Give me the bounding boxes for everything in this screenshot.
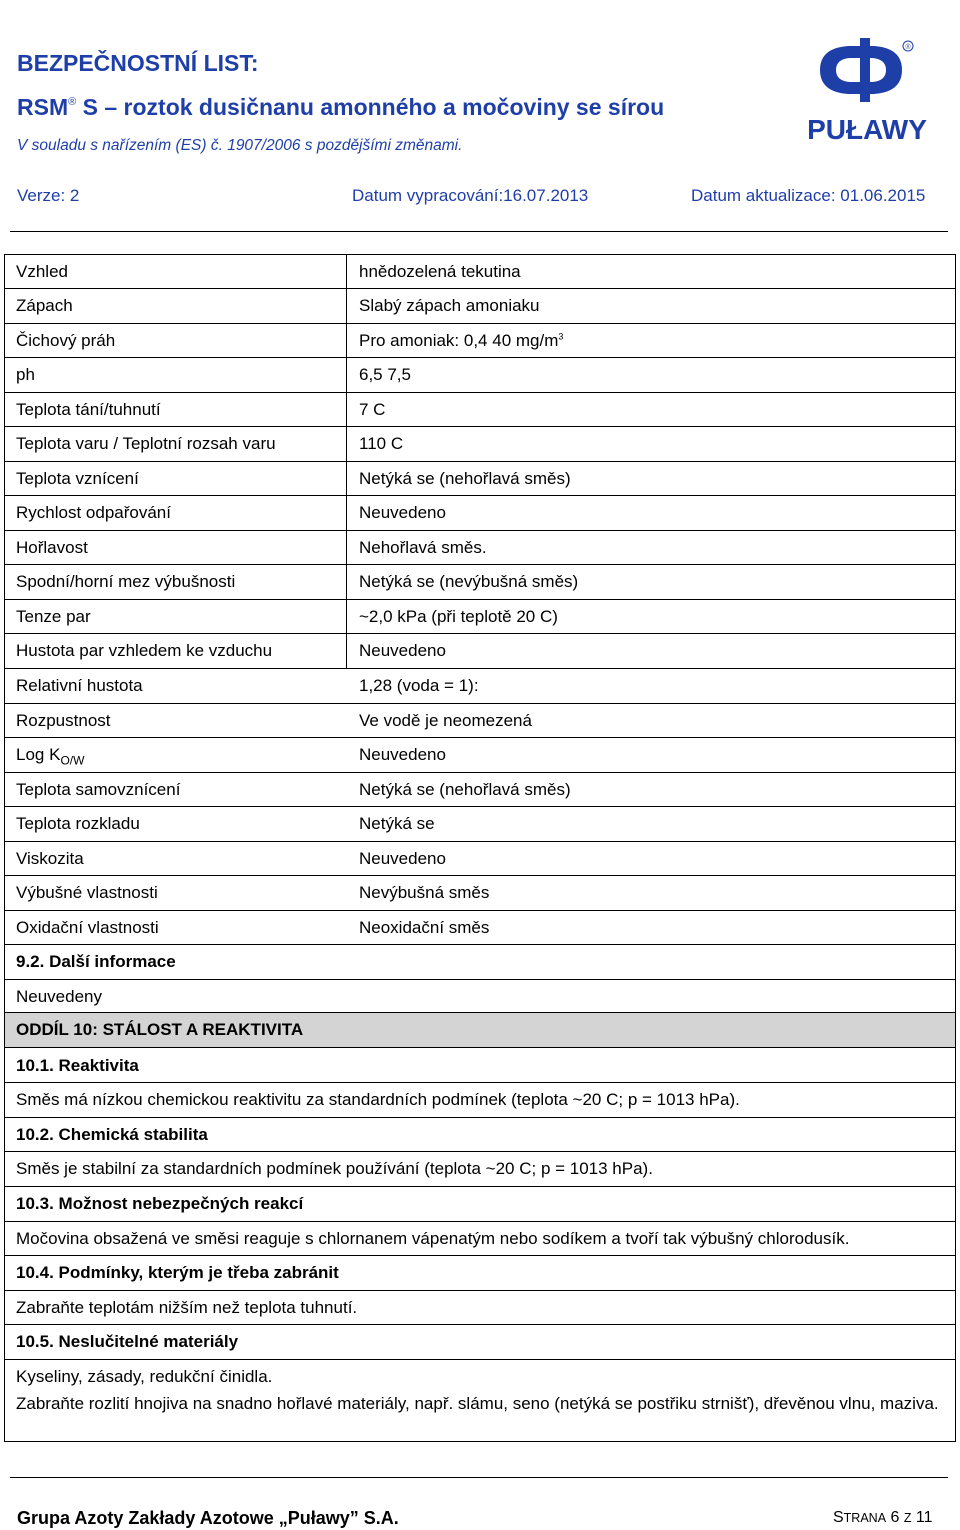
property-label: Teplota vznícení — [16, 469, 139, 488]
subsection-text-row — [5, 1152, 955, 1187]
column-divider — [346, 324, 347, 357]
column-divider — [346, 565, 347, 599]
property-value: Slabý zápach amoniaku — [359, 296, 540, 315]
subsection-heading-row — [5, 1118, 955, 1152]
property-label: Viskozita — [16, 849, 84, 868]
subsection-heading: 10.4. Podmínky, kterým je třeba zabránit — [16, 1263, 339, 1282]
column-divider — [346, 289, 347, 323]
column-divider — [346, 358, 347, 392]
subsection-text: Směs má nízkou chemickou reaktivitu za standardních podmínek (teplota ~20 C; p = 1013 hPa). — [16, 1090, 740, 1109]
property-row — [5, 704, 955, 738]
header-divider — [10, 231, 948, 232]
section-10-heading: ODDÍL 10: STÁLOST A REAKTIVITA — [16, 1020, 304, 1039]
page-number: 6 — [886, 1509, 904, 1526]
property-value: hnědozelená tekutina — [359, 262, 521, 281]
content-box — [4, 254, 956, 1442]
section-text: Neuvedeny — [16, 987, 103, 1006]
registered-mark: ® — [68, 96, 77, 108]
property-label: Vzhled — [16, 262, 68, 281]
property-label: Teplota tání/tuhnutí — [16, 400, 161, 419]
property-value: Neoxidační směs — [359, 918, 490, 937]
property-label: ph — [16, 365, 35, 384]
property-row — [5, 496, 955, 531]
property-value: Netýká se (nevýbušná směs) — [359, 572, 579, 591]
date-created: Datum vypracování:16.07.2013 — [352, 186, 589, 205]
regulation-note: V souladu s nařízením (ES) č. 1907/2006 s pozdějšími změnami. — [17, 137, 463, 154]
column-divider — [346, 531, 347, 564]
property-label: Rozpustnost — [16, 711, 111, 730]
property-label: Čichový práh — [16, 331, 116, 350]
company-name: Grupa Azoty Zakłady Azotowe „Puławy” S.A. — [17, 1508, 399, 1528]
property-label: Teplota rozkladu — [16, 814, 140, 833]
subsection-text: Močovina obsažená ve směsi reaguje s chlornanem vápenatým nebo sodíkem a tvoří tak výbušný chlorodusík. — [16, 1229, 850, 1248]
footer-divider — [10, 1477, 948, 1478]
property-value: Netýká se — [359, 814, 435, 833]
property-row — [5, 600, 955, 634]
property-row — [5, 876, 955, 911]
section-9-2-text-row — [5, 980, 955, 1013]
property-value: Netýká se (nehořlavá směs) — [359, 469, 571, 488]
subsection-text: Zabraňte teplotám nižším než teplota tuhnutí. — [16, 1298, 358, 1317]
subsection-heading: 10.2. Chemická stabilita — [16, 1125, 208, 1144]
column-divider — [346, 634, 347, 668]
property-label: Hustota par vzhledem ke vzduchu — [16, 641, 273, 660]
section-9-2-heading-row — [5, 945, 955, 980]
property-row — [5, 289, 955, 324]
date-updated: Datum aktualizace: 01.06.2015 — [691, 186, 926, 205]
column-divider — [346, 255, 347, 288]
property-value: 6,5 7,5 — [359, 365, 411, 384]
subsection-heading: 10.5. Neslučitelné materiály — [16, 1332, 239, 1351]
property-row — [5, 565, 955, 600]
property-row — [5, 462, 955, 496]
property-value: 7 C — [359, 400, 386, 419]
subsection-text: Kyseliny, zásady, redukční činidla. — [16, 1367, 273, 1386]
product-name-b: S – roztok dusičnanu amonného a močoviny se sírou — [76, 94, 665, 120]
property-label: Rychlost odpařování — [16, 503, 171, 522]
property-label: Výbušné vlastnosti — [16, 883, 158, 902]
property-value: Pro amoniak: 0,4 40 $mg/m^3$ — [359, 331, 564, 350]
property-value: Neuvedeno — [359, 641, 446, 660]
property-value: Ve vodě je neomezená — [359, 711, 532, 730]
column-divider — [346, 462, 347, 495]
document-title: BEZPEČNOSTNÍ LIST: — [17, 50, 259, 76]
subsection-text-row — [5, 1083, 955, 1118]
product-name — [17, 94, 664, 121]
property-value: ~2,0 kPa (při teplotě 20 C) — [359, 607, 558, 626]
subsection-text-row — [5, 1291, 955, 1325]
property-label: Tenze par — [16, 607, 91, 626]
product-name-a: RSM — [17, 94, 69, 120]
property-label: Relativní hustota — [16, 676, 143, 695]
property-value: Neuvedeno — [359, 745, 446, 764]
subsection-heading-row — [5, 1325, 955, 1360]
property-label: Teplota samovznícení — [16, 780, 181, 799]
page-total: 11 — [911, 1509, 933, 1526]
property-row — [5, 324, 955, 358]
page-label-z: Z — [903, 1511, 912, 1525]
page-indicator — [833, 1509, 933, 1527]
property-label: Oxidační vlastnosti — [16, 918, 159, 937]
column-divider — [346, 427, 347, 461]
property-row — [5, 255, 955, 289]
property-row — [5, 393, 955, 427]
column-divider — [346, 496, 347, 530]
property-row — [5, 669, 955, 704]
property-row — [5, 842, 955, 876]
property-label-sub: O/W — [60, 753, 85, 768]
subsection-text: Směs je stabilní za standardních podmínek používání (teplota ~20 C; p = 1013 hPa). — [16, 1159, 653, 1178]
logo-reg-mark: ® — [905, 44, 911, 51]
property-row — [5, 911, 955, 945]
logo-text: PUŁAWY — [807, 114, 927, 145]
property-value-sup: 3 — [558, 331, 564, 342]
subsection-heading-row — [5, 1187, 955, 1222]
section-10-heading-row — [5, 1013, 955, 1048]
property-value: Netýká se (nehořlavá směs) — [359, 780, 571, 799]
property-label: Log $K_{O/W}$ — [16, 745, 85, 768]
property-row — [5, 738, 955, 773]
property-label: Teplota varu / Teplotní rozsah varu — [16, 434, 276, 453]
subsection-heading-row — [5, 1048, 955, 1083]
property-row — [5, 358, 955, 393]
property-row — [5, 773, 955, 807]
property-row — [5, 427, 955, 462]
property-row — [5, 634, 955, 669]
property-value: 110 C — [359, 434, 404, 453]
subsection-heading: 10.1. Reaktivita — [16, 1056, 139, 1075]
section-heading: 9.2. Další informace — [16, 952, 176, 971]
property-value: Neuvedeno — [359, 503, 446, 522]
subsection-heading: 10.3. Možnost nebezpečných reakcí — [16, 1194, 304, 1213]
property-value: Nehořlavá směs. — [359, 538, 487, 557]
property-label: Spodní/horní mez výbušnosti — [16, 572, 236, 591]
subsection-text-row — [5, 1222, 955, 1256]
property-label: Zápach — [16, 296, 73, 315]
property-value: Neuvedeno — [359, 849, 446, 868]
property-row — [5, 807, 955, 842]
page-label-rest: TRANA — [843, 1511, 887, 1525]
property-label: Hořlavost — [16, 538, 88, 557]
pulawy-logo — [807, 36, 927, 146]
subsection-heading-row — [5, 1256, 955, 1291]
version-label: Verze: 2 — [17, 186, 80, 205]
property-row — [5, 531, 955, 565]
column-divider — [346, 600, 347, 633]
property-value: Nevýbušná směs — [359, 883, 490, 902]
column-divider — [346, 393, 347, 426]
page-label-s: S — [833, 1509, 844, 1526]
property-value: 1,28 (voda = 1): — [359, 676, 479, 695]
subsection-text: Zabraňte rozlití hnojiva na snadno hořlavé materiály, např. slámu, seno (netýká se postřiku strnišť), dřevěnou vlnu, maziva. — [16, 1394, 939, 1413]
